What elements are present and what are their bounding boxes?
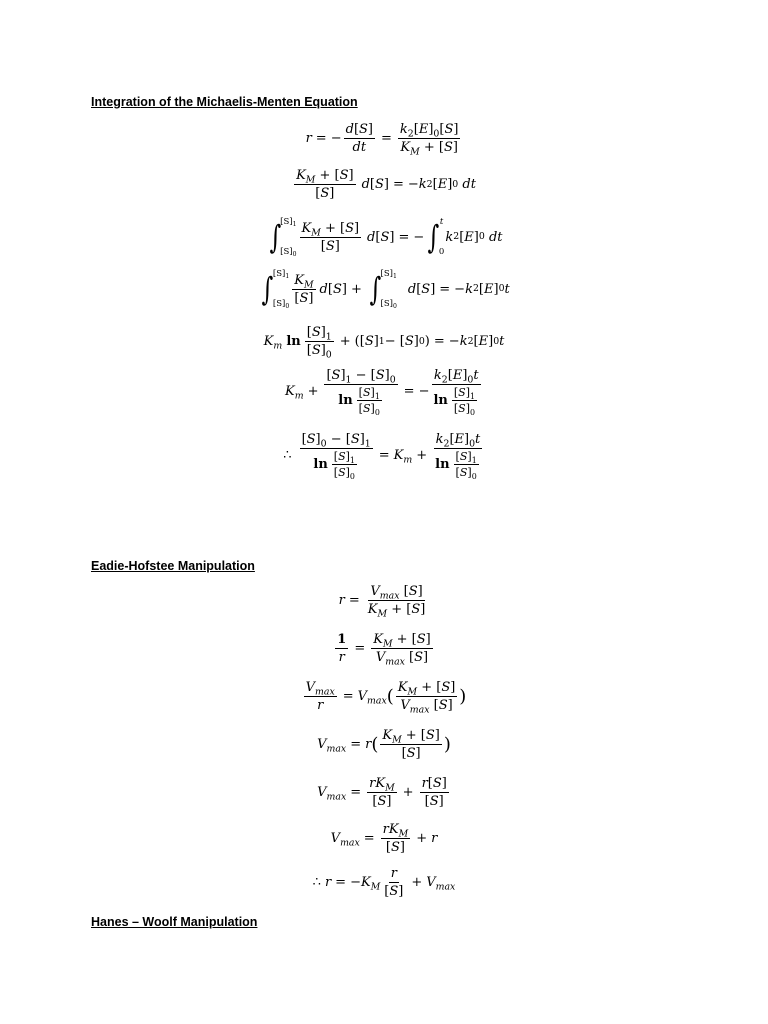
equation-integral-setup: ∫ $[S]_1$ $[S]_0$ $\frac{K_M + [S]}{[S]}$ d[S] = − ∫ t 0 k 2 [ E ] 0 dt [269,217,503,258]
section-heading-michaelis-menten: Integration of the Michaelis-Menten Equation [91,95,358,109]
equation-eh-final: ∴ r = − $K_M$ $\frac{r}{[S]}$ + $V_{max}$ [312,866,456,899]
equation-eh-vmax: $V_{max}$ = r ( $\frac{K_M + [S]}{[S]}$ ) [317,728,451,761]
equation-eh-expand: $V_{max}$ = $\frac{rK_M}{[S]}$ + $\frac{r[S]}{[S]}$ [317,776,447,809]
equation-integrated: $K_m$ ln $\frac{[S]_1}{[S]_0}$ + ([ S ] 1 − [ S ] 0 ) = − k 2 [ E ] 0 t [263,325,505,361]
equation-integral-split: ∫ $[S]_1$ $[S]_0$ $\frac{K_M}{[S]}$ d[S] + ∫ $[S]_1$ $[S]_0$ d[S] = − k 2 [ E ] 0 t [261,269,510,310]
section-heading-hanes-woolf: Hanes – Woolf Manipulation [91,915,258,929]
equation-rearranged: $K_m$ + $[S]_1 - [S]_0$ ln $\frac{[S]_1}{[S]_0}$ = − $k_2[E]_0t$ ln $\frac{[S]_1}{[S]_0}$ [284,368,479,417]
equation-rate-law: r = − $\frac{d[S]}{dt}$ = $\frac{k_2[E]_0[S]}{K_M + [S]}$ [305,122,459,158]
section-heading-eadie-hofstee: Eadie-Hofstee Manipulation [91,559,255,573]
equation-eh-reciprocal: $\frac{1}{r}$ = $\frac{K_M + [S]}{V_{max} [S]}$ [337,632,431,668]
equation-separated: $\frac{K_M + [S]}{[S]}$ d[S] = − k 2 [ E ] 0 dt [296,168,476,201]
equation-eh-multiply: $\frac{V_{max}}{r}$ = $V_{max}$ ( $\frac{K_M + [S]}{V_{max} [S]}$ ) [305,680,467,716]
equation-therefore-km: ∴ $[S]_0 - [S]_1$ ln $\frac{[S]_1}{[S]_0}$ = $K_m$ + $k_2[E]_0t$ ln $\frac{[S]_1}{[S]_0}$ [283,432,481,481]
equation-eh-rate: r = $\frac{V_{max} [S]}{K_M + [S]}$ [338,584,426,620]
equation-eh-simplify: $V_{max}$ = $\frac{rK_M}{[S]}$ + r [330,822,438,855]
